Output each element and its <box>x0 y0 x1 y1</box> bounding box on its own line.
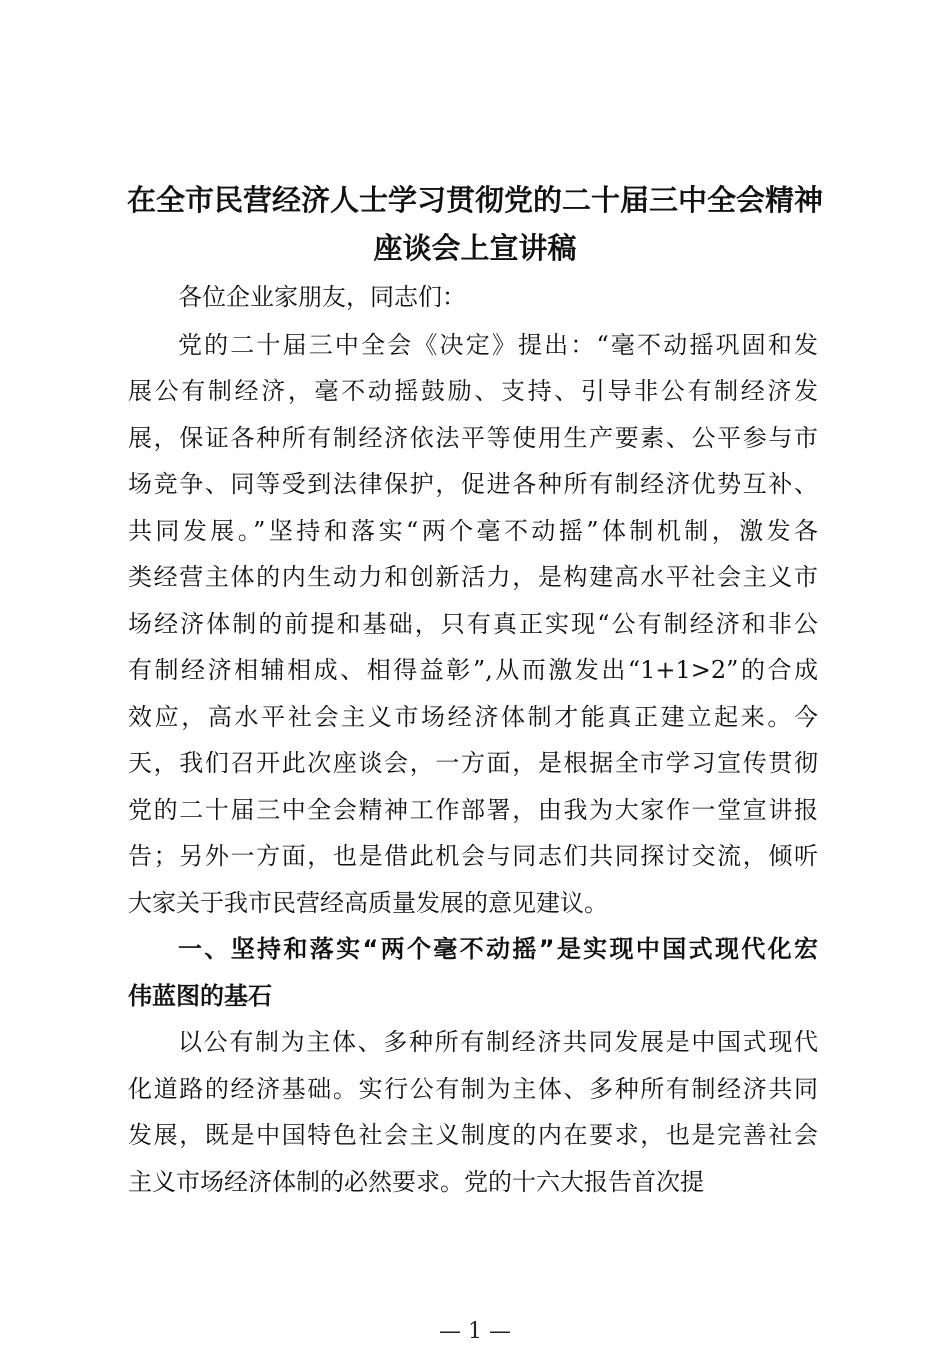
paragraph-1-line: 共同发展。”坚持和落实“两个毫不动摇”体制机制，激发各 <box>128 517 818 545</box>
section-heading-line: 伟蓝图的基石 <box>128 982 272 1010</box>
paragraph-1-line: 展公有制经济，毫不动摇鼓励、支持、引导非公有制经济发 <box>128 377 818 405</box>
paragraph-1-line: 告；另外一方面，也是借此机会与同志们共同探讨交流，倾听 <box>128 842 818 870</box>
document-title-line-1: 在全市民营经济人士学习贯彻党的二十届三中全会精神 <box>126 183 823 217</box>
paragraph-1-line: 展，保证各种所有制经济依法平等使用生产要素、公平参与市 <box>128 424 818 452</box>
paragraph-1-line: 场竞争、同等受到法律保护，促进各种所有制经济优势互补、 <box>128 470 818 498</box>
paragraph-2-line: 以公有制为主体、多种所有制经济共同发展是中国式现代 <box>178 1028 818 1056</box>
paragraph-1-line: 党的二十届三中全会《决定》提出：“毫不动摇巩固和发 <box>178 331 818 359</box>
page-number: — 1 — <box>439 1319 511 1344</box>
paragraph-2-line: 发展，既是中国特色社会主义制度的内在要求，也是完善社会 <box>128 1121 818 1149</box>
paragraph-2-line: 化道路的经济基础。实行公有制为主体、多种所有制经济共同 <box>128 1075 818 1103</box>
document-title-line-2: 座谈会上宣讲稿 <box>373 231 577 265</box>
paragraph-1-line: 类经营主体的内生动力和创新活力，是构建高水平社会主义市 <box>128 563 818 591</box>
salutation: 各位企业家朋友，同志们： <box>178 283 466 311</box>
paragraph-1-line: 场经济体制的前提和基础，只有真正实现“公有制经济和非公 <box>128 610 818 638</box>
paragraph-1-line: 大家关于我市民营经高质量发展的意见建议。 <box>128 889 608 917</box>
paragraph-1-line: 天，我们召开此次座谈会，一方面，是根据全市学习宣传贯彻 <box>128 749 818 777</box>
section-heading-line: 一、坚持和落实“两个毫不动摇”是实现中国式现代化宏 <box>178 935 818 963</box>
paragraph-1-line: 效应，高水平社会主义市场经济体制才能真正建立起来。今 <box>128 703 818 731</box>
paragraph-1-line: 有制经济相辅相成、相得益彰”,从而激发出“1+1>2”的合成 <box>128 656 818 684</box>
paragraph-2-line: 主义市场经济体制的必然要求。党的十六大报告首次提 <box>128 1168 704 1196</box>
paragraph-1-line: 党的二十届三中全会精神工作部署，由我为大家作一堂宣讲报 <box>128 796 818 824</box>
